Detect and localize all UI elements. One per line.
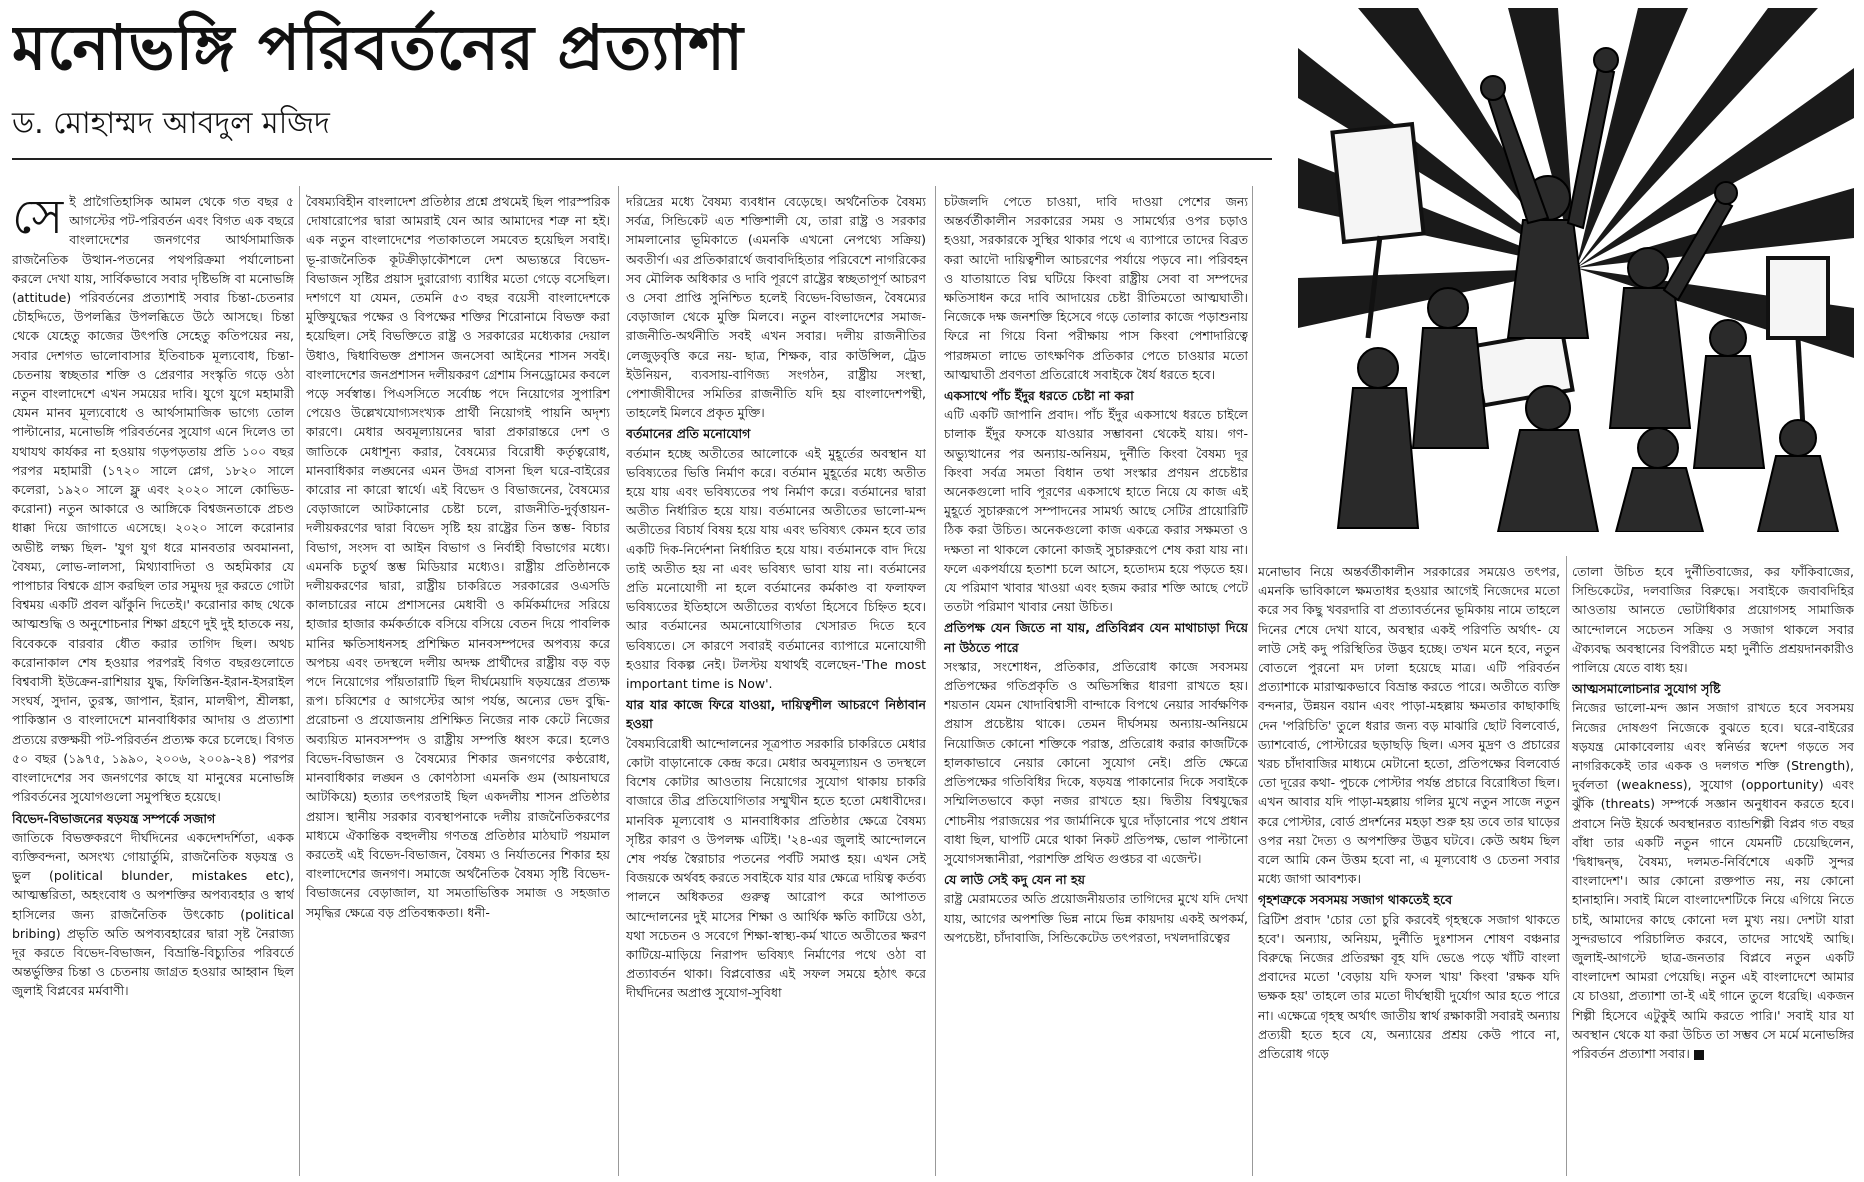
column-divider [1252, 186, 1253, 1176]
section-subheading: আত্মসমালোচনার সুযোগ সৃষ্টি [1572, 681, 1721, 697]
paragraph: এটি একটি জাপানি প্রবাদ। পাঁচ ইঁদুর একসাথে ধরতে চাইলে চালাক ইঁদুর ফসকে যাওয়ার সম্ভাবনা থেকেই যায়। গণ-অভ্যুত্থানের পর অন্যায়-অনিয়ম, দুর্নীতি কিংবা বৈষম্য দূর কিংবা সর্বত্র সমতা বিধান তথা সংস্কার প্রণয়ন প্রচেষ্টার অনেকগুলো দাবি পূরণের একসাথে হাতে নিয়ে যে কাজ এই মুহূর্তে সুচারুরূপে সম্পাদনের সামর্থ্য আছে সেটির প্রায়োরিটি ঠিক করা উচিত। অনেকগুলো কাজ একত্রে করার সক্ষমতা ও দক্ষতা না থাকলে কোনো কাজই সুচারুরূপে শেষ করা যায় না। ফলে একপর্যায়ে হতাশা চলে আসে, হতোদ্যম হয়ে পড়তে হয়। যে পরিমাণ খাবার খাওয়া এবং হজম করার শক্তি আছে পেটে ততটা পরিমাণ খাবার নেয়া উচিত। [944, 407, 1248, 615]
article-column-2 [306, 192, 610, 1180]
paragraph: বর্তমান হচ্ছে অতীতের আলোকে এই মুহূর্তের অবস্থান যা ভবিষ্যতের ভিত্তি নির্মাণ করে। বর্তমান মুহূর্তের মধ্যে অতীত হয়ে যায় এবং ভবিষ্যতের পথ নির্মাণ করে। বর্তমানের দ্বারা অতীত নির্ধারিত হয়ে যায়। বর্তমানের অতীতের ভালো-মন্দ অতীতের বিচার্য বিষয় হয়ে যায় এবং ভবিষ্যৎ কেমন হবে তার একটি দিক-নির্দেশনা নির্ধারিত হয়ে যায়। বর্তমানকে বাদ দিয়ে তাই অতীত হয় না এবং ভবিষ্যৎ ভাবা যায় না। বর্তমানের প্রতি মনোযোগী না হলে বর্তমানের কর্মকাণ্ড বা ফলাফল ভবিষ্যতের ইতিহাসে অতীতের ব্যর্থতা হিসেবে চিহ্নিত হবে। আর বর্তমানের অমনোযোগিতার খেসারত দিতে হবে ভবিষ্যতে। সে কারণে সবারই বর্তমানের ব্যাপারে মনোযোগী হওয়ার বিকল্প নেই। টলস্টয় যথার্থই বলেছেন-'The most important time is Now'. [626, 445, 926, 692]
paragraph: জাতিকে বিভক্তকরণে দীর্ঘদিনের একদেশদর্শিতা, একক ব্যক্তিবন্দনা, অসংখ্য গোয়ার্তুমি, রাজনৈতিক ষড়যন্ত্র ও ভুল (political blunder, mistakes etc), আত্মম্ভরিতা, অহংবোধ ও অপশক্তির অপব্যবহার ও স্বার্থ হাসিলের জন্য রাজনৈতিক উৎকোচ (political bribing) প্রভৃতি অতি অপব্যবহারের দ্বারা সৃষ্ট নৈরাজ্য দূর করতে বিভেদ-বিভাজন, বিভ্রান্তি-বিচ্যুতির পরিবর্তে অন্তর্ভুক্তির চিন্তা ও চেতনায় জাগ্রত হওয়ার আহ্বান ছিল জুলাই বিপ্লবের মর্মবাণী। [12, 829, 294, 999]
article-column-6 [1572, 562, 1854, 1180]
article-column-1 [12, 192, 294, 1180]
illustration-svg [1298, 8, 1854, 532]
section-subheading: গৃহশত্রুকে সবসময় সজাগ থাকতেই হবে [1258, 892, 1453, 908]
paragraph [1572, 698, 1854, 1063]
paragraph: বৈষম্যবিরোধী আন্দোলনের সূত্রপাত সরকারি চাকরিতে মেধার কোটা বাড়ানোকে কেন্দ্র করে। মেধার অবমূল্যায়ন ও তদস্থলে বিশেষ কোটার আওতায় নিয়োগের সুযোগ থাকায় চাকরি বাজারে তীব্র প্রতিযোগিতার সম্মুখীন হতে হতো মেধাবীদের। মানবিক মূল্যবোধ ও মানবাধিকার প্রতিষ্ঠার ক্ষেত্রে বৈষম্য সৃষ্টির কারণ ও উপলক্ষ এটিই। '২৪-এর জুলাই আন্দোলনে শেষ পর্যন্ত স্বৈরাচার পতনের পর্বটি সমাপ্ত হয়। এখন সেই বিজয়কে অর্থবহ করতে সবাইকে যার যার ক্ষেত্রে দায়িত্ব কর্তব্য পালনে অধিকতর গুরুত্ব আরোপ করে আপাতত আন্দোলনের দুই মাসের শিক্ষা ও আর্থিক ক্ষতি কাটিয়ে ওঠা, যথা সচেতন ও সবেগে শিক্ষা-স্বাস্থ্য-কর্ম খাতে অতীতের ক্ষরণ কাটিয়ে-মাড়িয়ে নিরাপদ ভবিষ্যৎ নির্মাণের পথে ওঠা বা প্রত্যাবর্তন থাকা। বিপ্লবোত্তর এই সফল সময়ে হঠাৎ করে দীর্ঘদিনের অপ্রাপ্ত সুযোগ-সুবিধা [626, 735, 926, 1001]
section-subheading: বিভেদ-বিভাজনের ষড়যন্ত্র সম্পর্কে সজাগ [12, 810, 216, 826]
paragraph: ই প্রাগৈতিহাসিক আমল থেকে গত বছর ৫ আগস্টের পট-পরিবর্তন এবং বিগত এক বছরে বাংলাদেশের জনগণের আর্থসামাজিক রাজনৈতিক উত্থান-পতনের পথপরিক্রমা পর্যালোচনা করলে দেখা যায়, সার্বিকভাবে সবার দৃষ্টিভঙ্গি বা মনোভঙ্গি (attitude) পরিবর্তনের প্রত্যাশাই সবার চিন্তা-চেতনার চৌহদ্দিতে, উপলব্ধির উপলব্ধিতে উঠে আসছে। চিন্তা থেকে যেহেতু কাজের উৎপত্তি সেহেতু কতিপয়ের নয়, সবার দেশগত ভালোবাসার ইতিবাচক মূল্যবোধ, চিন্তা-চেতনায় স্বচ্ছতার শক্তি ও প্রেরণার সংস্কৃতি গড়ে ওঠা নতুন বাংলাদেশে এখন সময়ের দাবি। যুগে যুগে মহামারী যেমন মানব মূল্যবোধে ও আর্থসামাজিক ভাগ্যে তোল পাল্টানোর, মনোভঙ্গি পরিবর্তনের সুযোগ এনে দিলেও তা যথাযথ কার্যকর না হওয়ায় গড়পড়তায় প্রতি ১০০ বছর পরপর মহামারী (১৭২০ সালে প্লেগ, ১৮২০ সালে কলেরা, ১৯২০ সালে ফ্লু এবং ২০২০ সালে কোভিড-করোনা) নতুন আকারে ও আঙ্গিকে বিশ্বজনতাকে প্রচণ্ড ধাক্কা দিয়ে জাগাতে এসেছে। ২০২০ সালে করোনার অভীষ্ট লক্ষ্য ছিল- 'যুগ যুগ ধরে মানবতার অবমাননা, বৈষম্য, লোভ-লালসা, মিথ্যাবাদিতা ও অহমিকার যে পাপাচার বিশ্বকে গ্রাস করছিল তার সমুদয় দূর করতে গোটা বিশ্বময় একটি প্রবল ঝাঁকুনি দিতেই।' করোনার কাছ থেকে আত্মশুদ্ধি ও অনুশোচনার শিক্ষা গ্রহণে দুই দুই হাতকে নয়, বিবেককে বারবার ধৌত করার তাগিদ ছিল। অথচ করোনাকাল শেষ হওয়ার পরপরই বিগত বছরগুলোতে বিশ্ববাসী ইউক্রেন-রাশিয়ার যুদ্ধ, ফিলিস্তিন-ইরান-ইসরাইল সংঘর্ষ, সুদান, তুরস্ক, জাপান, ইরান, মালদ্বীপ, শ্রীলঙ্কা, পাকিস্তান ও বাংলাদেশে মানবাধিকার আদায় ও প্রত্যাশা প্রত্যয়ে রক্তক্ষয়ী পট-পরিবর্তন প্রত্যক্ষ করে চলেছে। বিগত ৫০ বছর (১৯৭৫, ১৯৯০, ২০০৬, ২০০৯-২৪) পরপর বাংলাদেশের সব জনগণের কাছে যা মানুষের মনোভঙ্গি পরিবর্তনের সুযোগগুলো সমুপস্থিত হয়েছে। [12, 194, 294, 805]
section-subheading: যে লাউ সেই কদু যেন না হয় [944, 872, 1085, 888]
protest-crowd-illustration [1298, 8, 1854, 532]
article-column-4 [944, 192, 1248, 1180]
section-subheading: একসাথে পাঁচ ইঁদুর ধরতে চেষ্টা না করা [944, 388, 1134, 404]
paragraph: তোলা উচিত হবে দুর্নীতিবাজের, কর ফাঁকিবাজের, সিন্ডিকেটের, দলবাজির বিরুদ্ধে। সবাইকে জবাবদিহির আওতায় আনতে ভোটাধিকার প্রয়োগসহ সামাজিক আন্দোলনে সচেতন সক্রিয় ও সজাগ থাকলে সবার ঐক্যবদ্ধ অবস্থানের বিপরীতে মহা দুর্নীতি প্রশ্রয়দানকারীও পালিয়ে যেতে বাধ্য হয়। [1572, 564, 1854, 676]
article-headline: মনোভঙ্গি পরিবর্তনের প্রত্যাশা [12, 11, 744, 84]
column-divider [299, 186, 300, 1176]
paragraph: দরিদ্রের মধ্যে বৈষম্য ব্যবধান বেড়েছে। অর্থনৈতিক বৈষম্য সর্বত্র, সিন্ডিকেট এত শক্তিশালী যে, তারা রাষ্ট্র ও সরকার সামলানোর ভূমিকাতে (এমনকি এখনো নেপথ্যে সক্রিয়) অবতীর্ণ। এর প্রতিকারার্থে জবাবদিহিতার পরিবেশে নাগরিকের সব মৌলিক অধিকার ও দাবি পূরণে রাষ্ট্রের স্বচ্ছতাপূর্ণ আচরণ ও সেবা প্রাপ্তি সুনিশ্চিত হলেই বিভেদ-বিভাজন, বৈষম্যের বেড়াজাল থেকে মুক্তি মিলবে। নতুন বাংলাদেশের সমাজ-রাজনীতি-অর্থনীতি সবই এখন সবার। দলীয় রাজনীতির লেজুড়বৃত্তি করে নয়- ছাত্র, শিক্ষক, বার কাউন্সিল, ট্রেড ইউনিয়ন, ব্যবসায়-বাণিজ্য সংগঠন, রাষ্ট্রীয় সংস্থা, পেশাজীবীদের সমিতির রাজনীতি যদি হয় বাংলাদেশপন্থী, তাহলেই মিলবে প্রকৃত মুক্তি। [626, 194, 926, 421]
paragraph: রাষ্ট্র মেরামতের অতি প্রয়োজনীয়তার তাগিদের মুখে যদি দেখা যায়, আগের অপশক্তি ভিন্ন নামে ভিন্ন কায়দায় একই অপকর্ম, অপচেষ্টা, চাঁদাবাজি, সিন্ডিকেটেড তৎপরতা, দখলদারিত্বের [944, 891, 1248, 945]
end-mark-icon [1694, 1050, 1704, 1060]
column-divider [618, 186, 619, 1176]
paragraph: চটজলদি পেতে চাওয়া, দাবি দাওয়া পেশের জন্য অন্তর্বর্তীকালীন সরকারের সময় ও সামর্থ্যের ওপর চড়াও হওয়া, সরকারকে সুস্থির থাকার পথে এ ব্যাপারে তাদের বিব্রত করা আদৌ দায়িত্বশীল আচরণের পর্যায়ে পড়বে না। পরিবহন ও যাতায়াতে বিঘ্ন ঘটিয়ে কিংবা রাষ্ট্রীয় সেবা বা সম্পদের ক্ষতিসাধন করে দাবি আদায়ের চেষ্টা রীতিমতো আত্মঘাতী। নিজেকে দক্ষ জনশক্তি হিসেবে গড়ে তোলার কাজে পড়াশুনায় ফিরে না গিয়ে বিনা পরীক্ষায় পাস কিংবা পেশাদারিত্বে পারঙ্গমতা লাভে তাৎক্ষণিক প্রতিকার পেতে চাওয়ার মতো আত্মঘাতী প্রবণতা প্রতিরোধে সবাইকে ধৈর্য ধরতে হবে। [944, 194, 1248, 382]
paragraph: বৈষম্যবিহীন বাংলাদেশ প্রতিষ্ঠার প্রশ্নে প্রথমেই ছিল পারস্পরিক দোষারোপের দ্বারা আমরাই যেন আর আমাদের শত্রু না হই। এক নতুন বাংলাদেশের পতাকাতলে সমবেত হয়েছিল সবাই। ভূ-রাজনৈতিক কূটক্রীড়াকৌশলে দেশ অভ্যন্তরে বিভেদ-বিভাজন সৃষ্টির প্রয়াস দুরারোগ্য ব্যাধির মতো গেড়ে বসেছিল। দশগণে যা যেমন, তেমনি ৫৩ বছর বয়েসী বাংলাদেশকে মুক্তিযুদ্ধের পক্ষের ও বিপক্ষের শক্তির শিরোনামে বিভক্ত করা হয়েছিল। সেই বিভক্তিতে রাষ্ট্র ও সরকারের মধ্যেকার দেয়াল উধাও, দ্বিধাবিভক্ত প্রশাসন জনসেবা আইনের শাসন সবই। বাংলাদেশের জনপ্রশাসন দলীয়করণ গ্রেশাম সিনড্রোমের কবলে পড়ে সর্বস্বান্ত। পিএসসিতে সর্বোচ্চ পদে নিয়োগের সুপারিশ পেয়েও উল্লেখযোগ্যসংখ্যক প্রার্থী নিয়োগই পায়নি অদৃশ্য কারণে। মেধার অবমূল্যায়নের দ্বারা প্রকারান্তরে দেশ ও জাতিকে মেধাশূন্য করার, বৈষম্যের বিরোধী কর্তৃত্বরোধ, মানবাধিকার লঙ্ঘনের এমন উদগ্র বাসনা ছিল ঘরে-বাইরের কারোর না কারো স্বার্থে। এই বিভেদ ও বিভাজনের, বৈষম্যের বেড়াজালে আটকানোর চেষ্টা চলে, রাজনীতি-দুর্বৃত্তায়ন-দলীয়করণের দ্বারা বিভেদ সৃষ্টি হয় রাষ্ট্রের তিন স্তম্ভ- বিচার বিভাগ, সংসদ বা আইন বিভাগ ও নির্বাহী বিভাগের মধ্যে। এমনকি চতুর্থ স্তম্ভ মিডিয়ার মধ্যেও। রাষ্ট্রীয় প্রতিষ্ঠানকে দলীয়করণের দ্বারা, রাষ্ট্রীয় চাকরিতে সরকারের ওএসডি কালচারের নামে প্রশাসনের মেধাবী ও কর্মিকর্মাদের সরিয়ে হাজার হাজার কর্মকর্তাকে বসিয়ে বসিয়ে বেতন দিয়ে পাবলিক মানির ক্ষতিসাধনসহ প্রশিক্ষিত মানবসম্পদের অপব্যয় করে অপচয় এবং তদস্থলে দলীয় অদক্ষ প্রার্থীদের রাষ্ট্রীয় বড় বড় পদে নিয়োগের পাঁয়তারাটি ছিল দীর্ঘমেয়াদি ষড়যন্ত্রের প্রত্যক্ষ রূপ। চব্বিশের ৫ আগস্টের আগ পর্যন্ত, অন্যের ভেদ বুদ্ধি-প্ররোচনা ও প্রযোজনায় প্রশিক্ষিত নিজের নাক কেটে নিজের অব্যয়িত মানবসম্পদ ও রাষ্ট্রীয় সম্পত্তি ধ্বংস করে। হলেও বিভেদ-বিভাজন ও বৈষম্যের শিকার জনগণের কণ্ঠরোধ, মানবাধিকার লঙ্ঘন ও কোণঠাসা এমনকি গুম (আয়নাঘরে আটকিয়ে) হত্যার তৎপরতাই ছিল একদলীয় শাসন প্রতিষ্ঠার প্রয়াস। স্থানীয় সরকার ব্যবস্থাপনাকে দলীয় রাজনৈতিকরণের মাধ্যমে ঐকান্তিক বহুদলীয় গণতন্ত্র প্রতিষ্ঠার মাঠঘাট পয়মাল করতেই এই বিভেদ-বিভাজন, বৈষম্য ও নির্যাতনের শিকার হয় বাংলাদেশের জনগণ। সমাজে অর্থনৈতিক বৈষম্য সৃষ্টি বিভেদ-বিভাজনের বেড়াজাল, যা সমতাভিত্তিক সমাজ ও সহজাত সমৃদ্ধির ক্ষেত্রে বড় প্রতিবন্ধকতা। ধনী- [306, 194, 610, 920]
section-subheading: বর্তমানের প্রতি মনোযোগ [626, 426, 751, 442]
article-column-5 [1258, 562, 1560, 1180]
article-column-3 [626, 192, 926, 1180]
paragraph: মনোভাব নিয়ে অন্তর্বর্তীকালীন সরকারের সময়েও তৎপর, এমনকি ভাবিকালে ক্ষমতাধর হওয়ার আগেই নিজেদের মতো করে সব কিছু খবরদারি বা প্রত্যাবর্তনের ভূমিকায় নামে তাহলে দিনের শেষে দেখা যাবে, অবস্থার একই পরিণতি অর্থাৎ- যে লাউ সেই কদু পরিস্থিতির উদ্ভব হচ্ছে। তখন মনে হবে, নতুন বোতলে পুরনো মদ ঢালা হয়েছে মাত্র। এটি পরিবর্তন প্রত্যাশাকে মারাত্মকভাবে বিভ্রান্ত করতে পারে। অতীতে ব্যক্তি বন্দনার, উন্নয়ন বয়ান এবং পাড়া-মহল্লায় ক্ষমতার কাছাকাছি দেন 'পরিচিতি' তুলে ধরার জন্য বড় মাঝারি ছোট বিলবোর্ড, ড্যাশবোর্ড, পোস্টারের ছড়াছড়ি ছিল। এসব মুদ্রণ ও প্রচারের খরচ চাঁদাবাজির মাধ্যমে মেটানো হতো, প্রতিপক্ষের বিলবোর্ড তো দূরের কথা- পুচকে পোস্টার পর্যন্ত প্রচারে বিরোধিতা ছিল। এখন আবার যদি পাড়া-মহল্লায় গলির মুখে নতুন সাজে নতুন করে পোস্টার, বোর্ড প্রদর্শনের মহড়া শুরু হয় তবে তার ঘাড়ের ওপর নয়া দৈত্য ও অপশক্তির উদ্ভব ঘটবে। কেউ অধম ছিল বলে আমি কেন উত্তম হবো না, এ মূল্যবোধ ও চেতনা সবার মধ্যে জাগা আবশ্যক। [1258, 564, 1560, 887]
section-subheading: যার যার কাজে ফিরে যাওয়া, দায়িত্বশীল আচরণে নিষ্ঠাবান হওয়া [626, 697, 926, 732]
drop-cap: সে [12, 192, 64, 245]
paragraph: সংস্কার, সংশোধন, প্রতিকার, প্রতিরোধ কাজে সবসময় প্রতিপক্ষের গতিপ্রকৃতি ও অভিসন্ধির ধারণা রাখতে হয়। শয়তান যেমন খোদাবিশ্বাসী বান্দাকে বিপথে নেয়ার সার্বক্ষণিক প্রয়াস প্রচেষ্টায় থাকে। তেমন দীর্ঘসময় অন্যায়-অনিয়মে নিয়োজিত কোনো শক্তিকে পরাস্ত, প্রতিরোধ করার কাজটিকে হালকাভাবে নেয়ার কোনো সুযোগ নেই। প্রতি ক্ষেত্রে প্রতিপক্ষের গতিবিধির দিকে, ষড়যন্ত্র পাকানোর দিকে সবাইকে সম্মিলিতভাবে কড়া নজর রাখতে হয়। দ্বিতীয় বিশ্বযুদ্ধের শোচনীয় পরাজয়ের পর জার্মানিকে ঘুরে দাঁড়ানোর পথে প্রধান বাধা ছিল, ঘাপটি মেরে থাকা নিকট প্রতিপক্ষ, ভোল পাল্টানো সুযোগসন্ধানীরা, পরাশক্তি প্রথিত গুপ্তচর বা এজেন্ট। [944, 658, 1248, 866]
column-divider [1566, 556, 1567, 1176]
headline-divider [12, 158, 1272, 160]
article-byline: ড. মোহাম্মদ আবদুল মজিদ [12, 106, 330, 141]
paragraph-text: নিজের ভালো-মন্দ জ্ঞান সজাগ রাখতে হবে সবসময় নিজের দোষগুণ নিজেকে বুঝতে হবে। ঘরে-বাইরের ষড়যন্ত্র মোকাবেলায় এবং স্বনির্ভর স্বদেশ গড়তে সব নাগরিককেই তার একক ও দলগত শক্তি (Strength), দুর্বলতা (weakness), সুযোগ (opportunity) এবং ঝুঁকি (threats) সম্পর্কে সজ্ঞান অনুধাবন করতে হবে। প্রবাসে নিউ ইয়র্কে অবস্থানরত ব্যান্ডশিল্পী বিপ্লব গত বছর বাঁধা তার একটি নতুন গানে যেমনটি চেয়েছিলেন, 'দ্বিধাদ্বন্দ্ব, বৈষম্য, দলমত-নির্বিশেষে একটি সুন্দর বাংলাদেশ'। আর কোনো রক্তপাত নয়, নয় কোনো হানাহানি। সবাই মিলে বাংলাদেশটিকে নিয়ে এগিয়ে নিতে চাই, আমাদের কাছে কোনো দল মুখ্য নয়। দেশটা যারা সুন্দরভাবে পরিচালিত করবে, তাদের সাথেই আছি। জুলাই-আগস্টে ছাত্র-জনতার বিপ্লবে নতুন একটি বাংলাদেশ আমরা পেয়েছি। নতুন এই বাংলাদেশে আমার যে চাওয়া, প্রত্যাশা তা-ই এই গানে তুলে ধরেছি। একজন শিল্পী হিসেবে এটুকুই আমি করতে পারি।' সবাই যার যা অবস্থান থেকে যা করা উচিত তা সম্ভব সে মর্মে মনোভঙ্গির পরিবর্তন প্রত্যাশা সবার। [1572, 700, 1854, 1062]
section-subheading: প্রতিপক্ষ যেন জিতে না যায়, প্রতিবিপ্লব যেন মাথাচাড়া দিয়ে না উঠতে পারে [944, 620, 1248, 655]
paragraph: ব্রিটিশ প্রবাদ 'চোর তো চুরি করবেই গৃহস্থকে সজাগ থাকতে হবে'। অন্যায়, অনিয়ম, দুর্নীতি দুঃশাসন শোষণ বঞ্চনার বিরুদ্ধে নিজের প্রতিরক্ষা বূহ যদি ভেঙে পড়ে খাঁটি বাংলা প্রবাদের মতো 'বেড়ায় যদি ফসল খায়' কিংবা 'রক্ষক যদি ভক্ষক হয়' তাহলে তার মতো দীর্ঘস্থায়ী দুর্যোগ আর হতে পারে না। এক্ষেত্রে গৃহস্থ অর্থাৎ জাতীয় স্বার্থ রক্ষাকারী সবারই অন্যায় প্রত্যয়ী হতে হবে যে, অন্যায়ের প্রশ্রয় কেউ পাবে না, প্রতিরোধ গড়ে [1258, 911, 1560, 1062]
column-divider [935, 186, 936, 1176]
